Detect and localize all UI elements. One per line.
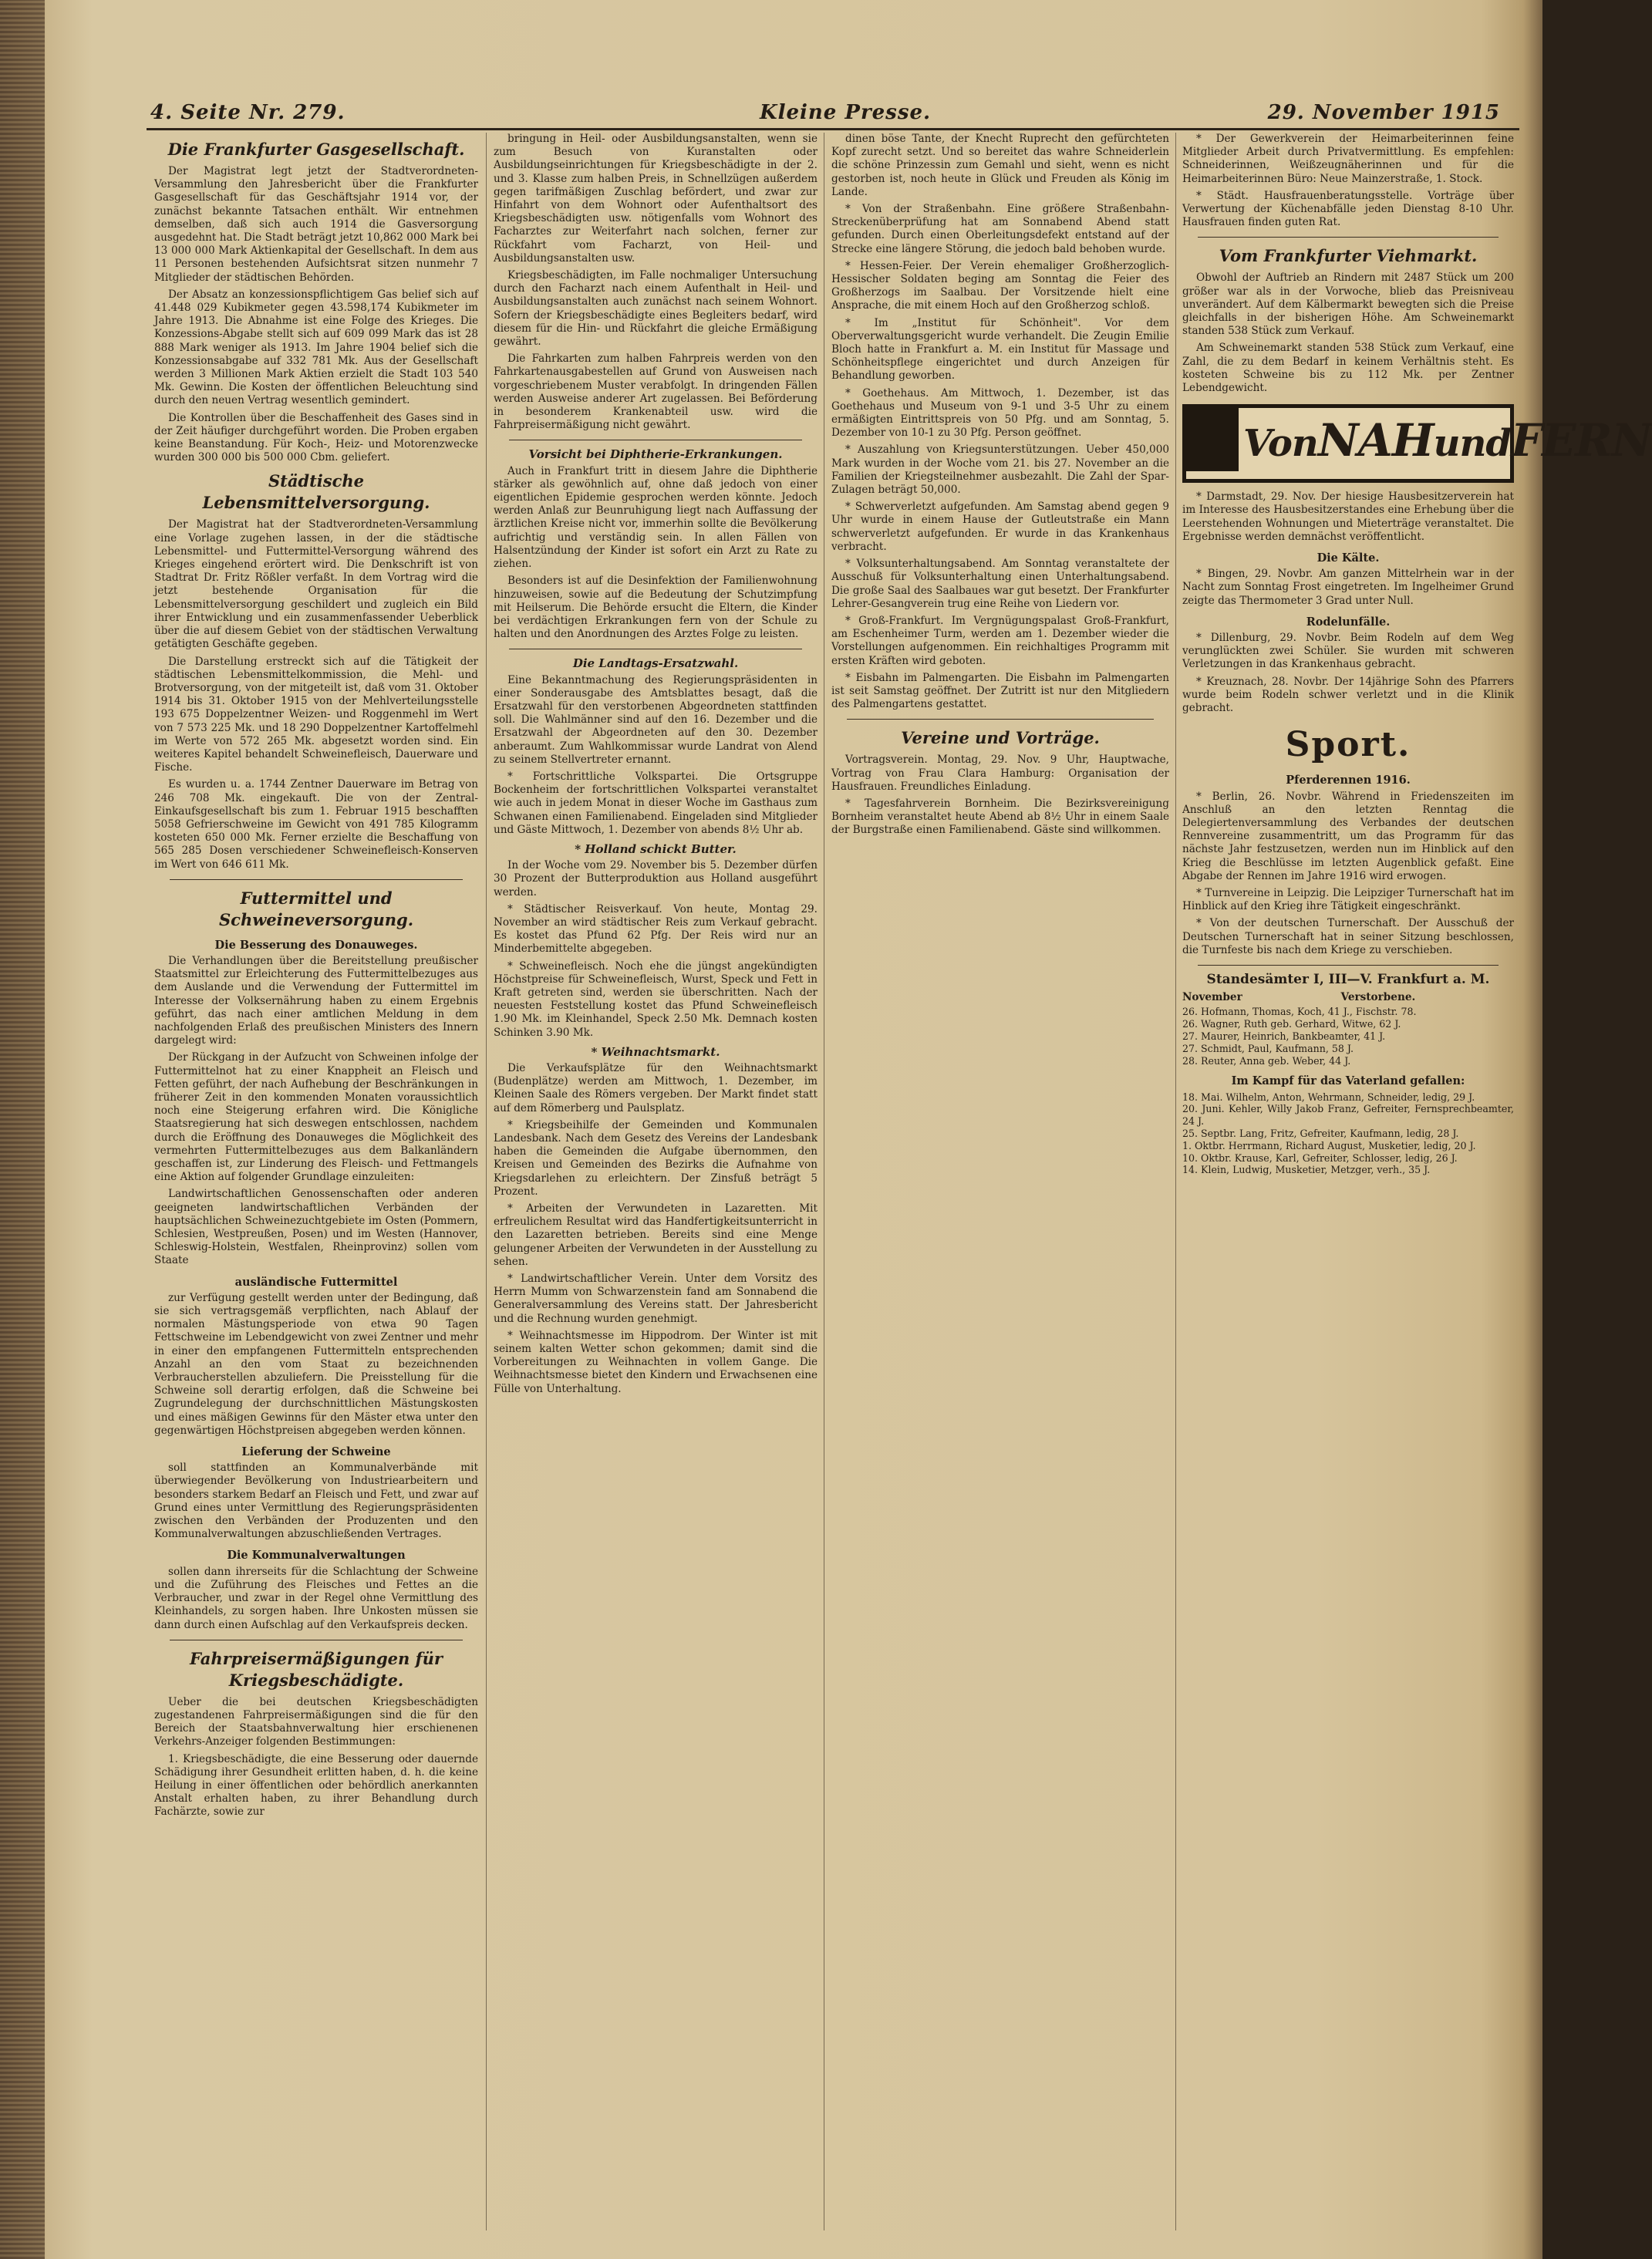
paragraph: 1. Kriegsbeschädigte, die eine Besserung oder dauernde Schädigung ihrer Gesundheit erlitten haben, d. h. die keine Heilung in einer öffentlichen oder behördlich anerkannten Anstalt erhalten haben, zu ihrer Behandlung durch Fachärzte, sowie zur bbox=[154, 1752, 478, 1819]
column-1 bbox=[154, 133, 478, 2230]
headline: Standesämter I, III—V. Frankfurt a. M. bbox=[1206, 971, 1490, 987]
section-banner-von-nah-und-fern bbox=[1182, 404, 1652, 483]
subheadline: Im Kampf für das Vaterland gefallen: bbox=[1231, 1074, 1465, 1088]
divider bbox=[847, 719, 1154, 720]
banner-word: NAH bbox=[1317, 414, 1434, 467]
fallen-list: 18. Mai. Wilhelm, Anton, Wehrmann, Schneider, ledig, 29 J. 20. Juni. Kehler, Willy Jakob Franz, Gefreiter, Fernsprechbeamter, 24 J. 25. Septbr. Lang, Fritz, Gefreiter, Kaufmann, ledig, 28 J. 1. Oktbr. Herrmann, Richard August, Musketier, ledig, 20 J. 10. Oktbr. Krause, Karl, Gefreiter, Schlosser, ledig, 26 J. 14. Klein, Ludwig, Musketier, Metzger, verh., 35 J. bbox=[1182, 1091, 1514, 1176]
issue-date: 29. November 1915 bbox=[1267, 101, 1500, 124]
paragraph: Die Kontrollen über die Beschaffenheit des Gases sind in der Zeit häufiger durchgeführt worden. Die Proben ergaben keine Beanstandung. Für Koch-, Heiz- und Motorenzwecke wurden 300 000 bis 500 000 Cbm. geliefert. bbox=[154, 411, 478, 464]
paragraph: * Städt. Hausfrauenberatungsstelle. Vorträge über Verwertung der Küchenabfälle jeden Dienstag 8-10 Uhr. Hausfrauen finden guten Rat. bbox=[1182, 189, 1514, 229]
banner-word: Von bbox=[1243, 422, 1318, 466]
paragraph: * Schwerverletzt aufgefunden. Am Samstag abend gegen 9 Uhr wurde in einem Hause der Gutleutstraße ein Mann schwerverletzt aufgefunden. Er wurde in das Krankenhaus verbracht. bbox=[831, 501, 1169, 553]
paragraph: * Hessen-Feier. Der Verein ehemaliger Großherzoglich-Hessischer Soldaten beging am Sonntag die Feier des Großherzogs im Saalbau. Der Vorsitzende hielt eine Ansprache, die mit einem Hoch auf den Großherzog schloß. bbox=[831, 259, 1169, 312]
paragraph: Obwohl der Auftrieb an Rindern mit 2487 Stück um 200 größer war als in der Vorwoche, blieb das Preisniveau unverändert. Auf dem Kälbermarkt bewegten sich die Preise gleichfalls in der bisherigen Höhe. Am Schweinemarkt standen 538 Stück zum Verkauf. bbox=[1182, 271, 1514, 338]
subheadline: ausländische Futtermittel bbox=[234, 1275, 398, 1289]
subheadline: Die Kommunalverwaltungen bbox=[227, 1549, 406, 1563]
paragraph: * Landwirtschaftlicher Verein. Unter dem Vorsitz des Herrn Mumm von Schwarzenstein fand am Sonnabend die Generalversammlung des Vereins statt. Der Jahresbericht und die Rechnung wurden genehmigt. bbox=[494, 1273, 818, 1325]
paragraph: * Berlin, 26. Novbr. Während in Friedenszeiten im Anschluß an den letzten Renntag die Delegiertenversammlung des Verbandes der deutschen Rennvereine zusammentritt, um das Programm für das nächste Jahr festzusetzen, werden nun im Hinblick auf den Krieg die Beschlüsse im letzten Augenblick gefaßt. Eine Abgabe der Rennen im Jahre 1916 wird erwogen. bbox=[1182, 790, 1514, 882]
paragraph: In der Woche vom 29. November bis 5. Dezember dürfen 30 Prozent der Butterproduktion aus Holland ausgeführt werden. bbox=[494, 859, 818, 899]
column-2 bbox=[494, 133, 818, 2230]
page-number: 4. Seite Nr. 279. bbox=[150, 101, 346, 124]
headline: Fahrpreisermäßigungen für Kriegsbeschädigte. bbox=[189, 1648, 443, 1690]
headline: Vorsicht bei Diphtherie-Erkrankungen. bbox=[528, 447, 783, 462]
paragraph: Kriegsbeschädigten, im Falle nochmaliger Untersuchung durch den Facharzt nach einem Aufenthalt in Heil- und Ausbildungsanstalten auch zunächst nach seinem Wohnort. Sofern der Kriegsbeschädigte eines Begleiters bedarf, wird diesem für die Hin- und Rückfahrt die gleiche Ermäßigung gewährt. bbox=[494, 269, 818, 349]
section-heading-sport: Sport. bbox=[1285, 725, 1411, 765]
paragraph: Der Absatz an konzessionspflichtigem Gas belief sich auf 41.448 029 Kubikmeter gegen 43.598,174 Kubikmeter im Jahre 1913. Die Abnahme ist eine Folge des Krieges. Die Konzessions-Abgabe stellt sich auf 609 099 Mark das ist 28 888 Mark weniger als 1913. Im Jahre 1904 belief sich die Konzessionsabgabe auf 332 781 Mk. Aus der Gesellschaft werden 3 Millionen Mark Aktien erzielt die Stadt 103 540 Mk. Gewinn. Die Kosten der öffentlichen Beleuchtung sind durch den neuen Vertrag wesentlich gemindert. bbox=[154, 288, 478, 407]
paragraph: * Goethehaus. Am Mittwoch, 1. Dezember, ist das Goethehaus und Museum von 9-1 und 3-5 Uhr zu einem ermäßigten Eintrittspreis von 50 Pfg. und am Sonntag, 5. Dezember von 10-1 zu 30 Pfg. Person geöffnet. bbox=[831, 386, 1169, 440]
headline: Die Frankfurter Gasgesellschaft. bbox=[167, 140, 465, 159]
headline: Städtische Lebensmittelversorgung. bbox=[202, 471, 430, 513]
subheadline: Die Kälte. bbox=[1317, 551, 1380, 565]
column-divider bbox=[1175, 133, 1176, 2230]
paragraph: * Volksunterhaltungsabend. Am Sonntag veranstaltete der Ausschuß für Volksunterhaltung einen Unterhaltungsabend. Die große Saal des Saalbaues war gut besetzt. Der Frankfurter Lehrer-Gesangverein trug eine Reihe von Liedern vor. bbox=[831, 558, 1169, 610]
divider bbox=[170, 879, 463, 880]
paragraph: * Städtischer Reisverkauf. Von heute, Montag 29. November an wird städtischer Reis zum Verkauf gebracht. Es kostet das Pfund 62 Pfg. Der Reis wird nur an Minderbemittelte abgegeben. bbox=[494, 902, 818, 956]
paragraph: Es wurden u. a. 1744 Zentner Dauerware im Betrag von 246 708 Mk. eingekauft. Die von der Zentral-Einkaufsgesellschaft bis zum 1. Februar 1915 beschafften 5058 Gefrierschweine im Gewicht von 491 785 Kilogramm kosteten 650 000 Mk. Ferner erzielte die Beschaffung von 565 285 Dosen verschiedener Schweinefleisch-Konserven im Wert von 646 611 Mk. bbox=[154, 778, 478, 871]
banner-ornament bbox=[1186, 408, 1239, 471]
paragraph: * Kreuznach, 28. Novbr. Der 14jährige Sohn des Pfarrers wurde beim Rodeln schwer verletzt und in die Klinik gebracht. bbox=[1182, 675, 1514, 715]
subheadline: Lieferung der Schweine bbox=[241, 1445, 391, 1459]
paragraph: * Von der deutschen Turnerschaft. Der Ausschuß der Deutschen Turnerschaft hat in seiner Sitzung beschlossen, die Turnfeste bis nach dem Kriege zu verschieben. bbox=[1182, 917, 1514, 956]
paragraph: * Kriegsbeihilfe der Gemeinden und Kommunalen Landesbank. Nach dem Gesetz des Vereins der Landesbank haben die Gemeinden die Aufgabe übernommen, den Kreisen und Gemeinden des Bezirks die Aufnahme von Kriegsdarlehen zu erleichtern. Der Zinsfuß beträgt 5 Prozent. bbox=[494, 1118, 818, 1198]
paragraph: * Darmstadt, 29. Nov. Der hiesige Hausbesitzerverein hat im Interesse des Hausbesitzerstandes eine Erhebung über die Leerstehenden Wohnungen und Mieterträge veranstaltet. Die Ergebnisse werden demnächst veröffentlicht. bbox=[1182, 491, 1514, 543]
paragraph: Die Fahrkarten zum halben Fahrpreis werden von den Fahrkartenausgabestellen auf Grund von Ausweisen nach vorgeschriebenem Muster verabfolgt. In dringenden Fällen werden Ausweise anderer Art zugelassen. Bei Beförderung in besonderem Krankenabteil usw. wird die Fahrpreisermäßigung nicht gewährt. bbox=[494, 352, 818, 432]
subheadline: Rodelunfälle. bbox=[1306, 615, 1391, 629]
paragraph: * Der Gewerkverein der Heimarbeiterinnen feine Mitglieder Arbeit durch Privatvermittlung. Es empfehlen: Schneiderinnen, Weißzeugnäherinnen und für die Heimarbeiterinnen Büro: Neue Mainzerstraße, 1. Stock. bbox=[1182, 133, 1514, 185]
list-category: Verstorbene. bbox=[1340, 991, 1416, 1004]
paragraph: zur Verfügung gestellt werden unter der Bedingung, daß sie sich vertragsgemäß verpflichten, nach Ablauf der normalen Mästungsperiode von etwa 90 Tagen Fettschweine im Lebendgewicht von zwei Zentner und mehr in einer den empfangenen Futtermitteln entsprechenden Anzahl an den vom Staat zu bezeichnenden Verbraucherstellen abzuliefern. Die Preisstellung für die Schweine soll derartig erfolgen, daß die Schweine bei Zugrundelegung der durchschnittlichen Mästungskosten und eines mäßigen Gewinns für den Mäster etwa unter den gegenwärtigen Höchstpreisen abgegeben werden können. bbox=[154, 1291, 478, 1437]
paragraph: soll stattfinden an Kommunalverbände mit überwiegender Bevölkerung von Industriearbeitern und besonders starkem Bedarf an Fleisch und Fett, und zwar auf Grund eines unter Vermittlung des Regierungspräsidenten zwischen den Verbänden der Produzenten und den Kommunalverwaltungen abzuschließenden Vertrages. bbox=[154, 1462, 478, 1541]
divider bbox=[1198, 237, 1499, 238]
paragraph: * Im „Institut für Schönheit". Vor dem Oberverwaltungsgericht wurde verhandelt. Die Zeugin Emilie Bloch hatte in Frankfurt a. M. ein Institut für Massage und Schönheitspflege eingerichtet und durch Anzeigen für Behandlung geworben. bbox=[831, 316, 1169, 383]
paragraph: Eine Bekanntmachung des Regierungspräsidenten in einer Sonderausgabe des Amtsblattes besagt, daß die Ersatzwahl für den verstorbenen Abgeordneten stattfinden soll. Die Wahlmänner sind auf den 16. Dezember und die Ersatzwahl der Abgeordneten auf den 30. Dezember anberaumt. Zum Wahlkommissar wurde Landrat von Alend zu seinem Stellvertreter ernannt. bbox=[494, 673, 818, 766]
paragraph: * Auszahlung von Kriegsunterstützungen. Ueber 450,000 Mark wurden in der Woche vom 21. bis 27. November an die Familien der Kriegsteilnehmer ausbezahlt. Die Zahl der Spar-Zulagen beträgt 50,000. bbox=[831, 443, 1169, 497]
paragraph: Der Rückgang in der Aufzucht von Schweinen infolge der Futtermittelnot hat zu einer Knappheit an Fleisch und Fetten geführt, der nach Aufhebung der Beschränkungen in früherer Zeit in den kommenden Monaten voraussichtlich noch eine Steigerung erfahren wird. Die Königliche Staatsregierung hat sich deswegen entschlossen, nachdem durch die Eröffnung des Donauweges die Möglichkeit des vermehrten Futtermittelbezuges aus dem Balkanländern geschaffen ist, zur Linderung des Fleisch- und Fettmangels eine Aktion auf folgender Grundlage einzuleiten: bbox=[154, 1051, 478, 1184]
paragraph: Die Darstellung erstreckt sich auf die Tätigkeit der städtischen Lebensmittelkommission, die Mehl- und Brotversorgung, von der mitgeteilt ist, daß vom 31. Oktober 1914 bis 31. Oktober 1915 von der Mehlverteilungsstelle 193 675 Doppelzentner Weizen- und Roggenmehl im Wert von 7 573 225 Mk. und 18 290 Doppelzentner Kartoffelmehl im Werte von 572 265 Mk. abgesetzt worden sind. Ein weiteres Kapitel behandelt Schweinefleisch, Dauerware und Fische. bbox=[154, 655, 478, 774]
list-header bbox=[1182, 991, 1514, 1004]
paragraph: * Turnvereine in Leipzig. Die Leipziger Turnerschaft hat im Hinblick auf den Krieg ihre Tätigkeit eingeschränkt. bbox=[1182, 886, 1514, 913]
subheadline: Die Besserung des Donauweges. bbox=[214, 938, 418, 952]
divider bbox=[1198, 965, 1499, 966]
paragraph: * Eisbahn im Palmengarten. Die Eisbahn im Palmengarten ist seit Samstag geöffnet. Der Zutritt ist nur den Mitgliedern des Palmengartens gestattet. bbox=[831, 671, 1169, 711]
paragraph: Die Verhandlungen über die Bereitstellung preußischer Staatsmittel zur Erleichterung des Futtermittelbezuges aus dem Auslande und die Verwendung der Futtermittel im Interesse der Volksernährung haben zu einem Ergebnis geführt, das nach einer amtlichen Meldung in dem nachfolgenden Erlaß des preußischen Ministers des Innern dargelegt wird: bbox=[154, 954, 478, 1047]
paragraph: bringung in Heil- oder Ausbildungsanstalten, wenn sie zum Besuch von Kuranstalten oder Ausbildungseinrichtungen für Kriegsbeschädigte in der 2. und 3. Klasse zum halben Preis, in Schnellzügen außerdem gegen tarifmäßigen Zuschlag befördert, und zwar zur Hinfahrt von dem Wohnort oder Aufenthaltsort des Kriegsbeschädigten usw. nötigenfalls vom Wohnort des Facharztes zur Weiterfahrt nach solchen, ferner zur Rückfahrt vom Facharzt, von Heil- und Ausbildungsanstalten usw. bbox=[494, 133, 818, 265]
paragraph: Der Magistrat hat der Stadtverordneten-Versammlung eine Vorlage zugehen lassen, in der die städtische Lebensmittel- und Futtermittel-Versorgung während des Krieges eingehend erörtert wird. Die Denkschrift ist von Stadtrat Dr. Fritz Rößler verfaßt. In dem Vortrag wird die jetzt bestehende Organisation für die Lebensmittelversorgung geschildert und zugleich ein Bild ihrer Entwicklung und ein zusammenfassender Ueberblick über die auf diesem Gebiet von der städtischen Verwaltung getätigten Geschäfte gegeben. bbox=[154, 518, 478, 651]
headline: * Weihnachtsmarkt. bbox=[591, 1044, 720, 1059]
column-divider bbox=[486, 133, 487, 2230]
paragraph: * Fortschrittliche Volkspartei. Die Ortsgruppe Bockenheim der fortschrittlichen Volkspartei veranstaltet wie auch in jedem Monat in dieser Woche im Gasthaus zum Schwanen einen Familienabend. Eingeladen sind Mitglieder und Gäste Mittwoch, 1. Dezember von abends 8½ Uhr ab. bbox=[494, 770, 818, 836]
paragraph: Auch in Frankfurt tritt in diesem Jahre die Diphtherie stärker als gewöhnlich auf, ohne daß jedoch von einer eigentlichen Epidemie gesprochen werden könnte. Jedoch werden Anlaß zur Beunruhigung liegt nach Auffassung der ärztlichen Kreise nicht vor, immerhin sollte die Bevölkerung aufrichtig und verständig sein. In allen Fällen von Halsentzündung der Kinder ist sofort ein Arzt zu Rate zu ziehen. bbox=[494, 464, 818, 571]
list-month: November bbox=[1182, 991, 1242, 1004]
paragraph: Der Magistrat legt jetzt der Stadtverordneten-Versammlung den Jahresbericht über die Frankfurter Gasgesellschaft für das Geschäftsjahr 1914 vor, der zunächst bekannte Tatsachen enthält. Wir entnehmen demselben, daß sich auch 1914 die Gasversorgung ausgedehnt hat. Die Stadt beträgt jetzt 10,862 000 Mark bei 13 000 000 Mark Aktienkapital der Gesellschaft. In dem aus 11 Personen bestehenden Aufsichtsrat sitzen nunmehr 7 Mitglieder der städtischen Behörden. bbox=[154, 165, 478, 284]
paragraph: * Weihnachtsmesse im Hippodrom. Der Winter ist mit seinem kalten Wetter schon gekommen; damit sind die Vorbereitungen zu Weihnachten in vollem Gange. Die Weihnachtsmesse bietet den Kindern und Erwachsenen eine Fülle von Unterhaltung. bbox=[494, 1329, 818, 1395]
paragraph: * Schweinefleisch. Noch ehe die jüngst angekündigten Höchstpreise für Schweinefleisch, Wurst, Speck und Fett in Kraft getreten sind, werden sie überschritten. Nach der neuesten Feststellung kostet das Pfund Schweinefleisch 1.90 Mk. im Kleinhandel, Speck 2.50 Mk. Demnach kosten Schinken 3.90 Mk. bbox=[494, 959, 818, 1039]
paragraph: * Arbeiten der Verwundeten in Lazaretten. Mit erfreulichem Resultat wird das Handfertigkeitsunterricht in den Lazaretten betrieben. Bereits sind eine Menge gelungener Arbeiten der Verwundeten in der Ausstellung zu sehen. bbox=[494, 1202, 818, 1268]
page-header bbox=[150, 96, 1515, 127]
book-spine bbox=[0, 0, 45, 2259]
subheadline: Pferderennen 1916. bbox=[1286, 774, 1411, 787]
paragraph: Ueber die bei deutschen Kriegsbeschädigten zugestandenen Fahrpreisermäßigungen sind die für den Bereich der Staatsbahnverwaltung hier erschienenen Verkehrs-Anzeiger folgenden Bestimmungen: bbox=[154, 1695, 478, 1748]
paragraph: Die Verkaufsplätze für den Weihnachtsmarkt (Budenplätze) werden am Mittwoch, 1. Dezember, im Kleinen Saale des Römers vergeben. Der Markt findet statt auf dem Römerberg und Paulsplatz. bbox=[494, 1062, 818, 1114]
headline: Vereine und Vorträge. bbox=[901, 728, 1100, 748]
headline: Die Landtags-Ersatzwahl. bbox=[572, 656, 739, 671]
paragraph: Am Schweinemarkt standen 538 Stück zum Verkauf, eine Zahl, die zu dem Bedarf in keinem Verhältnis steht. Es kosteten Schweine bis zu 112 Mk. per Zentner Lebendgewicht. bbox=[1182, 342, 1514, 395]
headline: * Holland schickt Butter. bbox=[575, 841, 737, 856]
paragraph: * Von der Straßenbahn. Eine größere Straßenbahn-Streckenüberprüfung hat am Sonnabend Abend statt gefunden. Durch einen Oberleitungsdefekt entstand auf der Strecke eine längere Störung, die jedoch bald behoben wurde. bbox=[831, 203, 1169, 255]
paragraph: * Bingen, 29. Novbr. Am ganzen Mittelrhein war in der Nacht zum Sonntag Frost eingetreten. Im Ingelheimer Grund zeigte das Thermometer 3 Grad unter Null. bbox=[1182, 568, 1514, 607]
newspaper-title: Kleine Presse. bbox=[760, 101, 932, 124]
paragraph: dinen böse Tante, der Knecht Ruprecht den gefürchteten Kopf zurecht setzt. Und so bereitet das wahre Schneiderlein die schöne Prinzessin zum Gemahl und sieht, wenn es nicht gestorben ist, noch heute in Glück und Freuden als König im Lande. bbox=[831, 133, 1169, 198]
paragraph: * Tagesfahrverein Bornheim. Die Bezirksvereinigung Bornheim veranstaltet heute Abend ab 8½ Uhr in einem Saale der Burgstraße einen Familienabend. Gäste sind willkommen. bbox=[831, 797, 1169, 837]
paragraph: Besonders ist auf die Desinfektion der Familienwohnung hinzuweisen, sowie auf die Bedeutung der Schutzimpfung mit Heilserum. Die Behörde ersucht die Eltern, die Kinder bei verdächtigen Erkrankungen fern von der Schule zu halten und den Anordnungen des Arztes Folge zu leisten. bbox=[494, 575, 818, 641]
banner-text bbox=[1243, 414, 1652, 467]
header-rule bbox=[147, 128, 1519, 130]
paragraph: * Dillenburg, 29. Novbr. Beim Rodeln auf dem Weg verunglückten zwei Schüler. Sie wurden mit schweren Verletzungen in das Krankenhaus gebracht. bbox=[1182, 632, 1514, 671]
headline: Futtermittel und Schweineversorgung. bbox=[219, 888, 413, 929]
death-list: 26. Hofmann, Thomas, Koch, 41 J., Fischstr. 78. 26. Wagner, Ruth geb. Gerhard, Witwe, 62 J. 27. Maurer, Heinrich, Bankbeamter, 41 J. 27. Schmidt, Paul, Kaufmann, 58 J. 28. Reuter, Anna geb. Weber, 44 J. bbox=[1182, 1006, 1417, 1067]
banner-word: FERN bbox=[1510, 414, 1652, 467]
column-3 bbox=[831, 133, 1169, 2230]
paragraph: Landwirtschaftlichen Genossenschaften oder anderen geeigneten landwirtschaftlichen Verbänden der hauptsächlichen Schweinezuchtgebiete im Osten (Pommern, Schlesien, Westpreußen, Posen) und im Westen (Hannover, Schleswig-Holstein, Westfalen, Rheinprovinz) sollen vom Staate bbox=[154, 1188, 478, 1267]
headline: Vom Frankfurter Viehmarkt. bbox=[1219, 246, 1478, 266]
paragraph: Vortragsverein. Montag, 29. Nov. 9 Uhr, Hauptwache, Vortrag von Frau Clara Hamburg: Organisation der Hausfrauen. Freundliches Einladung. bbox=[831, 754, 1169, 793]
paragraph: * Groß-Frankfurt. Im Vergnügungspalast Groß-Frankfurt, am Eschenheimer Turm, werden am 1. Dezember wieder die Vorstellungen aufgenommen. Ein reichhaltiges Programm mit ersten Kräften wird geboten. bbox=[831, 614, 1169, 667]
paragraph: sollen dann ihrerseits für die Schlachtung der Schweine und die Zuführung des Fleisches und Fettes an die Verbraucher, und zwar in der Regel ohne Vermittlung des Kleinhandels, zu sorgen haben. Ihre Unkosten müssen sie dann durch einen Aufschlag auf den Verkaufspreis decken. bbox=[154, 1565, 478, 1631]
banner-word: und bbox=[1433, 422, 1511, 466]
column-4 bbox=[1182, 133, 1652, 2230]
